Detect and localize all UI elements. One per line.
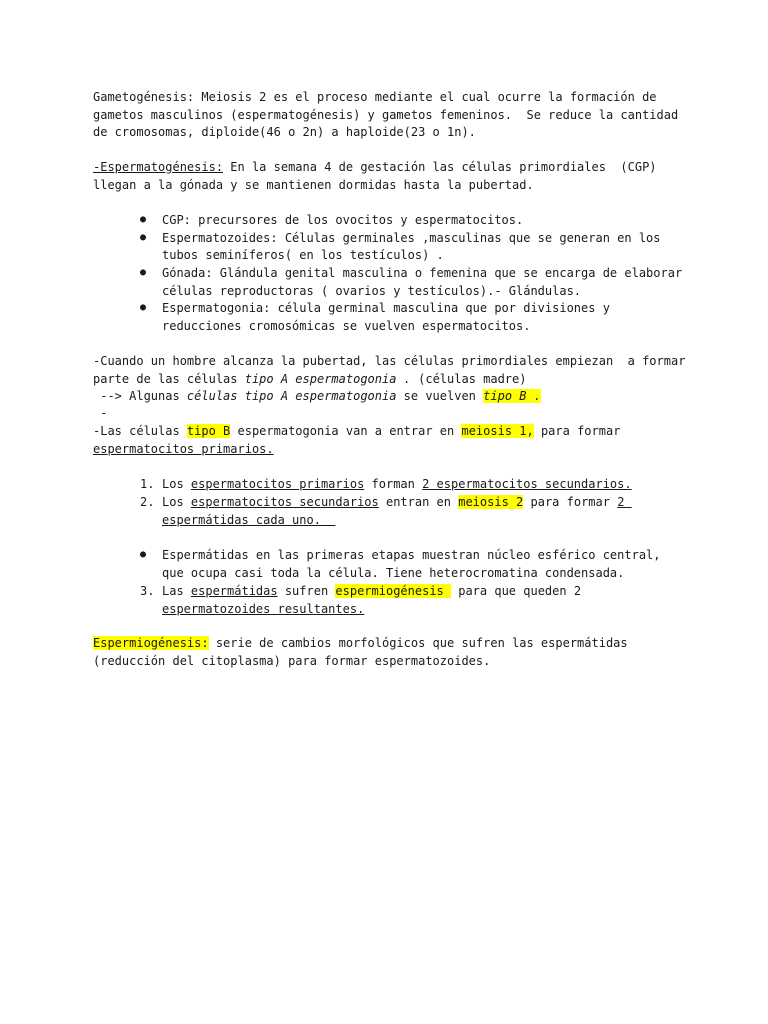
spermiogenesis-line-1 [93,634,628,652]
underlined-term: espermatocitos secundarios [190,495,379,509]
tipob-line-1 [93,422,620,440]
list-item: Espermatogonia: célula germinal masculina que por divisiones y [162,301,610,315]
bullet-icon: ● [140,267,147,278]
numbered-item [162,493,632,511]
list-item-continuation: células reproductoras ( ovarios y testículos).- Glándulas. [162,284,582,298]
underlined-term: espermatocitos primarios [190,477,365,491]
text-run: --> Algunas [93,389,187,403]
list-number: 1. [140,477,155,491]
numbered-item-continuation: espermatozoides resultantes. [162,602,365,616]
text-run: (células madre) [410,372,527,386]
text-run: Las [162,584,191,598]
italic-term: células tipo A espermatogonia [186,389,397,403]
text-run: para formar [533,424,621,438]
list-item-continuation: tubos seminíferos( en los testículos) . [162,248,444,262]
bullet-icon: ● [140,302,147,313]
text-run: serie de cambios morfológicos que sufren las espermátidas [208,636,628,650]
bullet-icon: ● [140,232,147,243]
highlighted-term: meiosis 2 [458,495,524,509]
spermatogenesis-heading: -Espermatogénesis: [93,160,224,174]
spermatogenesis-line-2: llegan a la gónada y se mantienen dormidas hasta la pubertad. [93,178,534,192]
tipob-line-2: espermatocitos primarios. [93,442,274,456]
text-run: sufren [277,584,336,598]
highlighted-term: espermiogénesis [335,584,451,598]
list-item: Espermátidas en las primeras etapas muestran núcleo esférico central, [162,548,661,562]
bullet-icon: ● [140,549,147,560]
text-run: entran en [378,495,459,509]
puberty-line-3 [93,387,541,405]
highlighted-term: meiosis 1, [461,424,534,438]
list-item-continuation: que ocupa casi toda la célula. Tiene heterocromatina condensada. [162,566,625,580]
text-run: forman [364,477,423,491]
puberty-line-1: -Cuando un hombre alcanza la pubertad, las células primordiales empiezan a formar [93,354,686,368]
text-run: se vuelven [396,389,484,403]
bullet-icon: ● [140,214,147,225]
list-item: CGP: precursores de los ovocitos y espermatocitos. [162,213,524,227]
italic-term: tipo A espermatogonia . [244,372,411,386]
list-number: 2. [140,495,155,509]
text-run: Los [162,495,191,509]
list-number: 3. [140,584,155,598]
highlighted-term: tipo B [186,424,231,438]
intro-line-1: Gametogénesis: Meiosis 2 es el proceso mediante el cual ocurre la formación de [93,90,657,104]
puberty-line-2 [93,370,526,388]
intro-line-2: gametos masculinos (espermatogénesis) y gametos femeninos. Se reduce la cantidad [93,108,679,122]
text-run: espermatogonia van a entrar en [230,424,462,438]
list-item: Espermatozoides: Células germinales ,masculinas que se generan en los [162,231,661,245]
text-run: parte de las células [93,372,245,386]
spermatogenesis-line-1 [93,158,657,176]
highlighted-term: Espermiogénesis: [93,636,209,650]
underlined-term: 2 [617,495,632,509]
puberty-line-4: - [93,406,108,420]
spermiogenesis-line-2: (reducción del citoplasma) para formar espermatozoides. [93,654,491,668]
underlined-term: 2 espermatocitos secundarios. [422,477,632,491]
numbered-item [162,582,581,600]
numbered-item [162,475,632,493]
highlighted-term: tipo B . [483,389,541,403]
intro-line-3: de cromosomas, diploide(46 o 2n) a haploide(23 o 1n). [93,125,476,139]
text-run: En la semana 4 de gestación las células primordiales (CGP) [223,160,657,174]
underlined-term: espermátidas [190,584,278,598]
text-run: Los [162,477,191,491]
text-run: para formar [523,495,618,509]
text-run: -Las células [93,424,187,438]
numbered-item-continuation: espermátidas cada uno. [162,513,336,527]
text-run: para que queden 2 [451,584,582,598]
list-item-continuation: reducciones cromosómicas se vuelven espermatocitos. [162,319,531,333]
list-item: Gónada: Glándula genital masculina o femenina que se encarga de elaborar [162,266,683,280]
